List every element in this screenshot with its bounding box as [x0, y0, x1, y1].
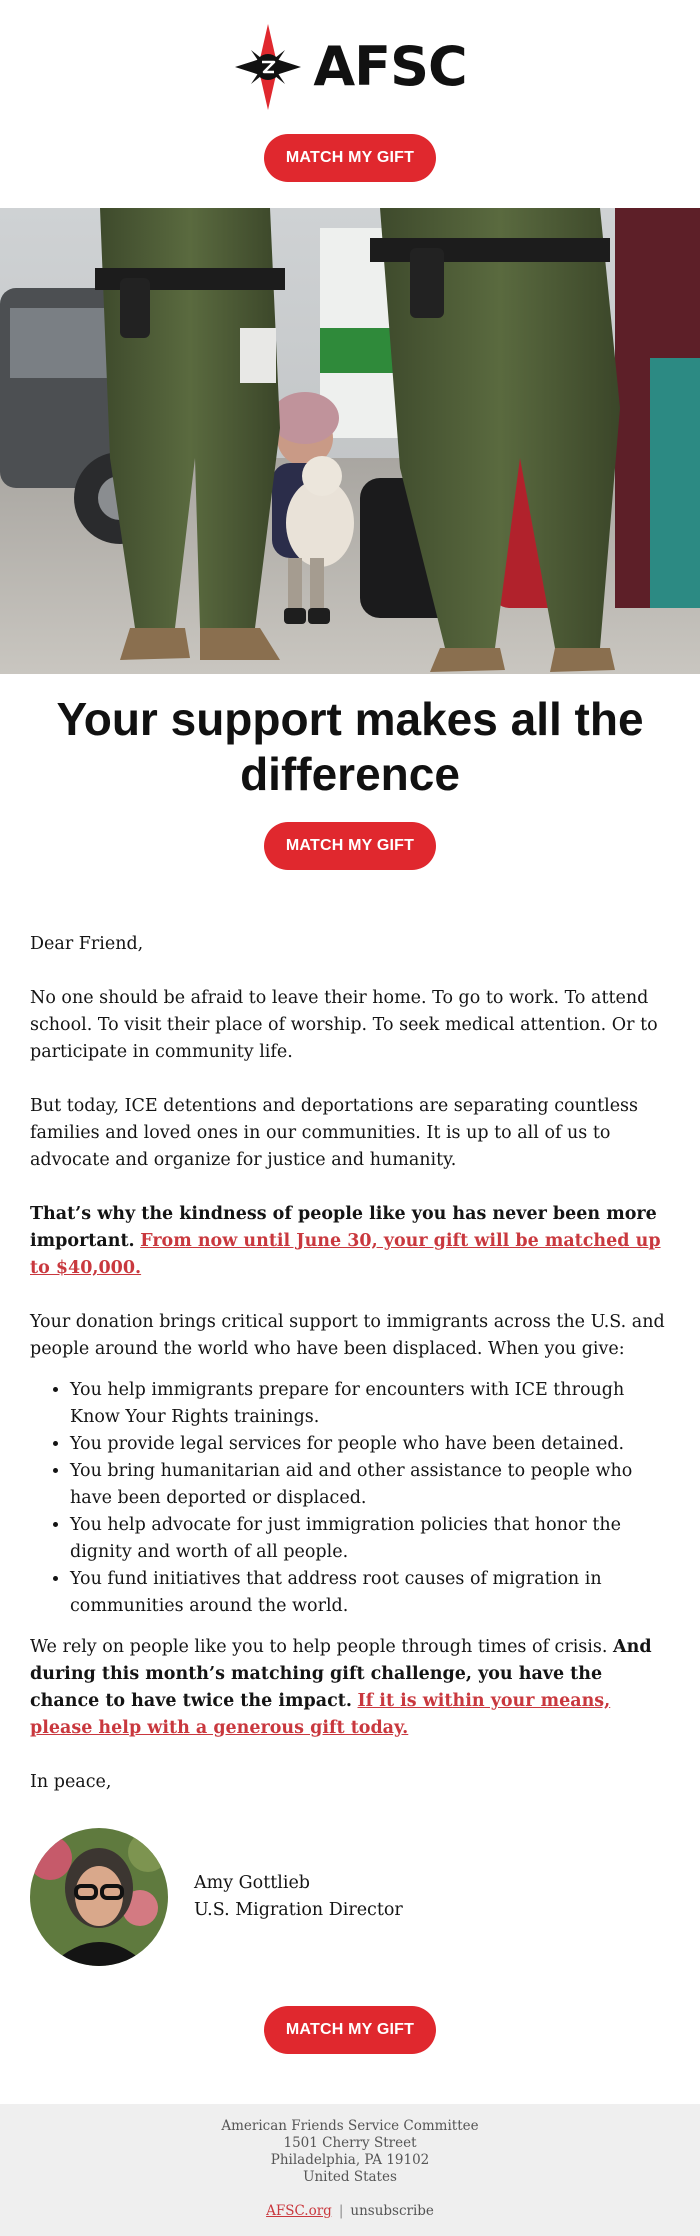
afsc-site-link[interactable]: AFSC.org: [266, 2203, 332, 2219]
impact-item: • You help immigrants prepare for encounters with ICE through Know Your Rights trainings.: [70, 1377, 670, 1431]
closing: In peace,: [30, 1772, 112, 1792]
paragraph-5: [30, 1634, 670, 1742]
match-gift-button-middle[interactable]: MATCH MY GIFT: [264, 822, 436, 870]
paragraph-5-plain: We rely on people like you to help people through times of crisis.: [30, 1637, 608, 1657]
generous-gift-link[interactable]: If it is within your means, please help with a generous gift today.: [30, 1691, 611, 1738]
paragraph-3-bold: That’s why the kindness of people like you has never been more important.: [30, 1204, 657, 1251]
footer-street: 1501 Cherry Street: [283, 2135, 417, 2151]
letter-body: [30, 931, 670, 1796]
impact-list: [30, 1377, 670, 1620]
brand-wordmark: AFSC: [313, 35, 467, 98]
impact-item: • You help advocate for just immigration policies that honor the dignity and worth of all people.: [70, 1512, 670, 1566]
impact-item: • You fund initiatives that address root causes of migration in communities around the world.: [70, 1566, 670, 1620]
signature-block: [30, 1828, 670, 1966]
footer: [0, 2104, 700, 2236]
paragraph-1: No one should be afraid to leave their home. To go to work. To attend school. To visit their place of worship. To seek medical attention. Or to participate in community life.: [30, 988, 658, 1062]
paragraph-4: Your donation brings critical support to immigrants across the U.S. and people around the world who have been displaced. When you give:: [30, 1312, 665, 1359]
header-logo[interactable]: [0, 0, 700, 134]
signer-name: Amy Gottlieb: [194, 1873, 311, 1893]
footer-city: Philadelphia, PA 19102: [270, 2152, 430, 2168]
paragraph-3: [30, 1201, 670, 1282]
match-gift-button-top[interactable]: MATCH MY GIFT: [264, 134, 436, 182]
match-deadline-link[interactable]: From now until June 30, your gift will be matched up to $40,000.: [30, 1231, 661, 1278]
footer-links: [0, 2203, 700, 2220]
footer-org: American Friends Service Committee: [221, 2118, 479, 2134]
match-gift-button-bottom[interactable]: MATCH MY GIFT: [264, 2006, 436, 2054]
impact-item: • You bring humanitarian aid and other assistance to people who have been deported or displaced.: [70, 1458, 670, 1512]
footer-country: United States: [303, 2169, 397, 2185]
page-headline: Your support makes all the difference: [56, 693, 644, 800]
hero-photo: [0, 208, 700, 674]
signer-title: U.S. Migration Director: [194, 1900, 403, 1920]
unsubscribe-link[interactable]: unsubscribe: [350, 2203, 434, 2219]
greeting: Dear Friend,: [30, 934, 144, 954]
footer-separator: |: [338, 2203, 344, 2219]
paragraph-5-bold: And during this month’s matching gift challenge, you have the chance to have twice the impact.: [30, 1637, 652, 1711]
paragraph-2: But today, ICE detentions and deportations are separating countless families and loved ones in our communities. It is up to all of us to advocate and organize for justice and humanity.: [30, 1096, 639, 1170]
impact-item: • You provide legal services for people who have been detained.: [70, 1431, 670, 1458]
signer-avatar: [30, 1828, 168, 1966]
afsc-star-icon: [233, 22, 303, 112]
